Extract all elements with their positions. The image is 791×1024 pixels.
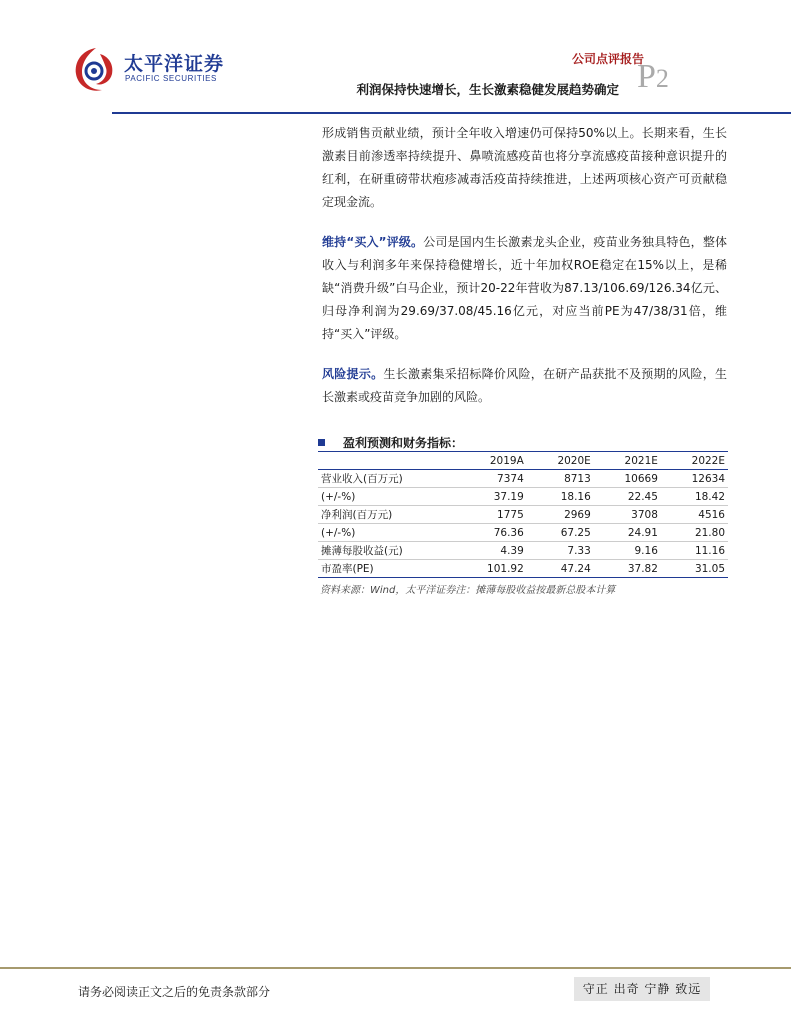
page-number-mark <box>637 60 669 94</box>
table-row <box>318 524 728 542</box>
header-cell: 2020E <box>527 452 594 470</box>
table-cell: 101.92 <box>454 560 527 578</box>
logo-name-en: PACIFIC SECURITIES <box>125 74 217 83</box>
table-cell: 4516 <box>661 506 728 524</box>
risk-text: 生长激素集采招标降价风险，在研产品获批不及预期的风险，生长激素或疫苗竞争加剧的风险。 <box>322 367 727 404</box>
table-title-text: 盈利预测和财务指标： <box>343 436 464 450</box>
row-label: 净利润(百万元) <box>318 506 454 524</box>
table-row <box>318 470 728 488</box>
table-row <box>318 506 728 524</box>
risk-lead: 风险提示。 <box>322 367 384 381</box>
logo-name-cn: 太平洋证券 <box>124 53 225 75</box>
header-cell: 2022E <box>661 452 728 470</box>
table-cell: 67.25 <box>527 524 594 542</box>
table-cell: 11.16 <box>661 542 728 560</box>
square-bullet-icon <box>318 439 325 446</box>
header-cell: 2019A <box>454 452 527 470</box>
paragraph-risk <box>322 363 727 409</box>
table-cell: 47.24 <box>527 560 594 578</box>
footer-divider <box>0 967 791 969</box>
table-cell: 8713 <box>527 470 594 488</box>
paragraph-rating <box>322 231 727 346</box>
table-cell: 22.45 <box>594 488 661 506</box>
page-letter: P <box>637 58 656 95</box>
table-cell: 76.36 <box>454 524 527 542</box>
footer-motto: 守正 出奇 宁静 致远 <box>574 977 710 1001</box>
company-logo <box>72 44 262 94</box>
rating-lead: 维持“买入”评级。 <box>322 235 424 249</box>
table-header-row <box>318 452 728 470</box>
report-title: 利润保持快速增长，生长激素稳健发展趋势确定 <box>356 82 619 97</box>
table-cell: 9.16 <box>594 542 661 560</box>
logo-mark-icon <box>72 44 118 94</box>
table-cell: 37.19 <box>454 488 527 506</box>
table-cell: 18.42 <box>661 488 728 506</box>
body-text <box>322 122 727 426</box>
row-label: 摊薄每股收益(元) <box>318 542 454 560</box>
header-divider <box>112 112 791 114</box>
row-label: (+/-%) <box>318 488 454 506</box>
table-cell: 31.05 <box>661 560 728 578</box>
page-number: 2 <box>655 64 669 93</box>
paragraph-outlook: 形成销售贡献业绩，预计全年收入增速仍可保持50%以上。长期来看，生长激素目前渗透率持续提升、鼻喷流感疫苗也将分享流感疫苗接种意识提升的红利，在研重磅带状疱疹减毒活疫苗持续推进，上述两项核心资产可贡献稳定现金流。 <box>322 126 727 209</box>
table-cell: 10669 <box>594 470 661 488</box>
table-row <box>318 488 728 506</box>
table-cell: 12634 <box>661 470 728 488</box>
table-cell: 24.91 <box>594 524 661 542</box>
footer-disclaimer: 请务必阅读正文之后的免责条款部分 <box>78 985 271 999</box>
table-cell: 21.80 <box>661 524 728 542</box>
table-cell: 3708 <box>594 506 661 524</box>
header-cell: 2021E <box>594 452 661 470</box>
financial-forecast-table <box>318 451 728 578</box>
row-label: 市盈率(PE) <box>318 560 454 578</box>
table-cell: 2969 <box>527 506 594 524</box>
header-cell <box>318 452 454 470</box>
table-row <box>318 542 728 560</box>
table-cell: 18.16 <box>527 488 594 506</box>
table-cell: 1775 <box>454 506 527 524</box>
table-cell: 7374 <box>454 470 527 488</box>
table-title <box>318 434 463 451</box>
table-cell: 4.39 <box>454 542 527 560</box>
rating-text: 公司是国内生长激素龙头企业，疫苗业务独具特色，整体收入与利润多年来保持稳健增长，近十年加权ROE稳定在15%以上，是稀缺“消费升级”白马企业，预计20-22年营收为87.13/106.69/126.34亿元、归母净利润为29.69/37.08/45.16亿元，对应当前PE为47/38/31倍，维持“买入”评级。 <box>322 235 727 341</box>
table-cell: 37.82 <box>594 560 661 578</box>
table-cell: 7.33 <box>527 542 594 560</box>
table-source-note: 资料来源：Wind，太平洋证券注：摊薄每股收益按最新总股本计算 <box>320 585 616 596</box>
table-row <box>318 560 728 578</box>
row-label: (+/-%) <box>318 524 454 542</box>
row-label: 营业收入(百万元) <box>318 470 454 488</box>
report-type: 公司点评报告 <box>571 52 644 66</box>
